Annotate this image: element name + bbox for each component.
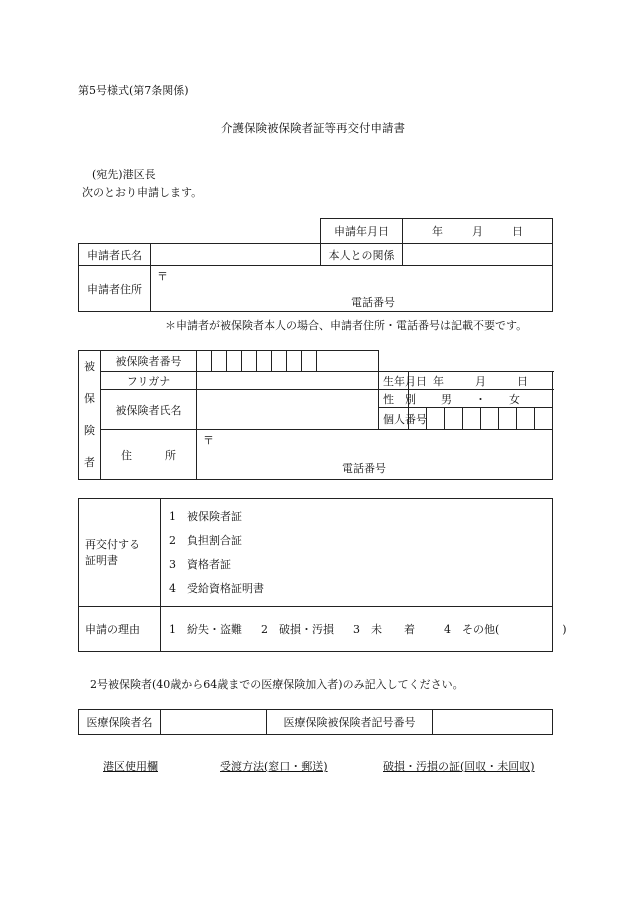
application-date-label: 申請年月日	[321, 219, 403, 244]
medical-insurer-field[interactable]	[161, 710, 267, 735]
dob-label: 生年月日	[379, 372, 409, 390]
dob-year: 年	[433, 374, 444, 388]
cert-option-insured-card[interactable]: 1 被保険者証	[169, 509, 242, 523]
medical-insurance-table	[78, 709, 553, 735]
personal-number-box[interactable]	[463, 408, 481, 430]
sex-separator: ・	[475, 392, 486, 406]
sex-female[interactable]: 女	[509, 392, 520, 406]
dob-month: 月	[475, 374, 486, 388]
applicant-table	[78, 218, 553, 312]
insured-table	[78, 350, 553, 480]
reason-label: 申請の理由	[79, 607, 161, 652]
dob-day: 日	[517, 374, 528, 388]
personal-number-box[interactable]	[427, 408, 445, 430]
intro-text: 次のとおり申請します。	[82, 186, 203, 199]
dob-field[interactable]	[409, 372, 553, 390]
side-char: 保	[84, 392, 95, 405]
personal-number-box[interactable]	[481, 408, 499, 430]
insured-name-label: 被保険者氏名	[101, 390, 197, 430]
reason-lost[interactable]: 1 紛失・盗難	[169, 623, 242, 636]
date-month-label: 月	[472, 225, 483, 238]
side-char: 険	[84, 424, 95, 437]
insured-postal-mark: 〒	[203, 434, 214, 447]
reissue-label-line1: 再交付する	[85, 537, 140, 551]
personal-number-box[interactable]	[445, 408, 463, 430]
cert-option-burden-ratio[interactable]: 2 負担割合証	[169, 533, 242, 547]
postal-mark: 〒	[157, 270, 168, 283]
addressee: (宛先)港区長	[92, 168, 156, 181]
sex-label: 性 別	[379, 390, 409, 408]
medical-number-label: 医療保険被保険者記号番号	[267, 710, 433, 735]
personal-number-box[interactable]	[499, 408, 517, 430]
delivery-method-label: 受渡方法(窓口・郵送)	[220, 760, 328, 773]
personal-number-label: 個人番号	[379, 408, 409, 430]
form-number: 第5号様式(第7条関係)	[78, 84, 189, 97]
insured-number-boxes[interactable]	[197, 351, 379, 372]
application-date-field[interactable]	[403, 219, 553, 244]
reissue-label	[79, 499, 161, 607]
reason-options	[161, 607, 567, 652]
insured-side-label	[79, 351, 101, 480]
certificate-options	[161, 499, 553, 607]
medical-insurer-label: 医療保険者名	[79, 710, 161, 735]
side-char: 者	[84, 456, 95, 469]
applicant-name-field[interactable]	[151, 244, 321, 266]
relationship-field[interactable]	[403, 244, 553, 266]
personal-number-box[interactable]	[535, 408, 553, 430]
applicant-address-field[interactable]	[151, 266, 553, 312]
insured-address-field[interactable]	[197, 430, 553, 480]
insured-number-label: 被保険者番号	[101, 351, 197, 372]
furigana-field[interactable]	[197, 372, 379, 390]
cert-option-qualification[interactable]: 3 資格者証	[169, 557, 231, 571]
personal-number-box[interactable]	[517, 408, 535, 430]
reissue-label-line2: 証明書	[85, 553, 118, 567]
reason-not-arrived[interactable]: 3 未 着	[353, 623, 415, 636]
insured-phone-label: 電話番号	[342, 462, 386, 475]
medical-number-field[interactable]	[433, 710, 553, 735]
sex-male[interactable]: 男	[441, 392, 452, 406]
applicant-note: ＊申請者が被保険者本人の場合、申請者住所・電話番号は記載不要です。	[165, 319, 528, 332]
applicant-name-label: 申請者氏名	[79, 244, 151, 266]
relationship-label: 本人との関係	[321, 244, 403, 266]
cert-option-eligibility[interactable]: 4 受給資格証明書	[169, 581, 264, 595]
applicant-address-label: 申請者住所	[79, 266, 151, 312]
sex-field[interactable]	[409, 390, 553, 408]
office-use-label: 港区使用欄	[103, 760, 158, 773]
applicant-phone-label: 電話番号	[351, 296, 395, 309]
reason-other[interactable]: 4 その他(	[444, 623, 500, 636]
furigana-label: フリガナ	[101, 372, 197, 390]
reason-other-close: )	[562, 623, 567, 636]
secondary-insured-note: 2号被保険者(40歳から64歳までの医療保険加入者)のみ記入してください。	[90, 678, 464, 691]
form-title: 介護保険被保険者証等再交付申請書	[221, 121, 405, 135]
reason-damaged[interactable]: 2 破損・汚損	[261, 623, 334, 636]
reissue-table	[78, 498, 567, 652]
date-day-label: 日	[512, 225, 523, 238]
insured-address-label: 住 所	[101, 430, 197, 480]
date-year-label: 年	[432, 225, 443, 238]
side-char: 被	[84, 360, 95, 373]
damage-certificate-label: 破損・汚損の証(回収・未回収)	[383, 760, 535, 773]
insured-name-field[interactable]	[197, 390, 379, 430]
